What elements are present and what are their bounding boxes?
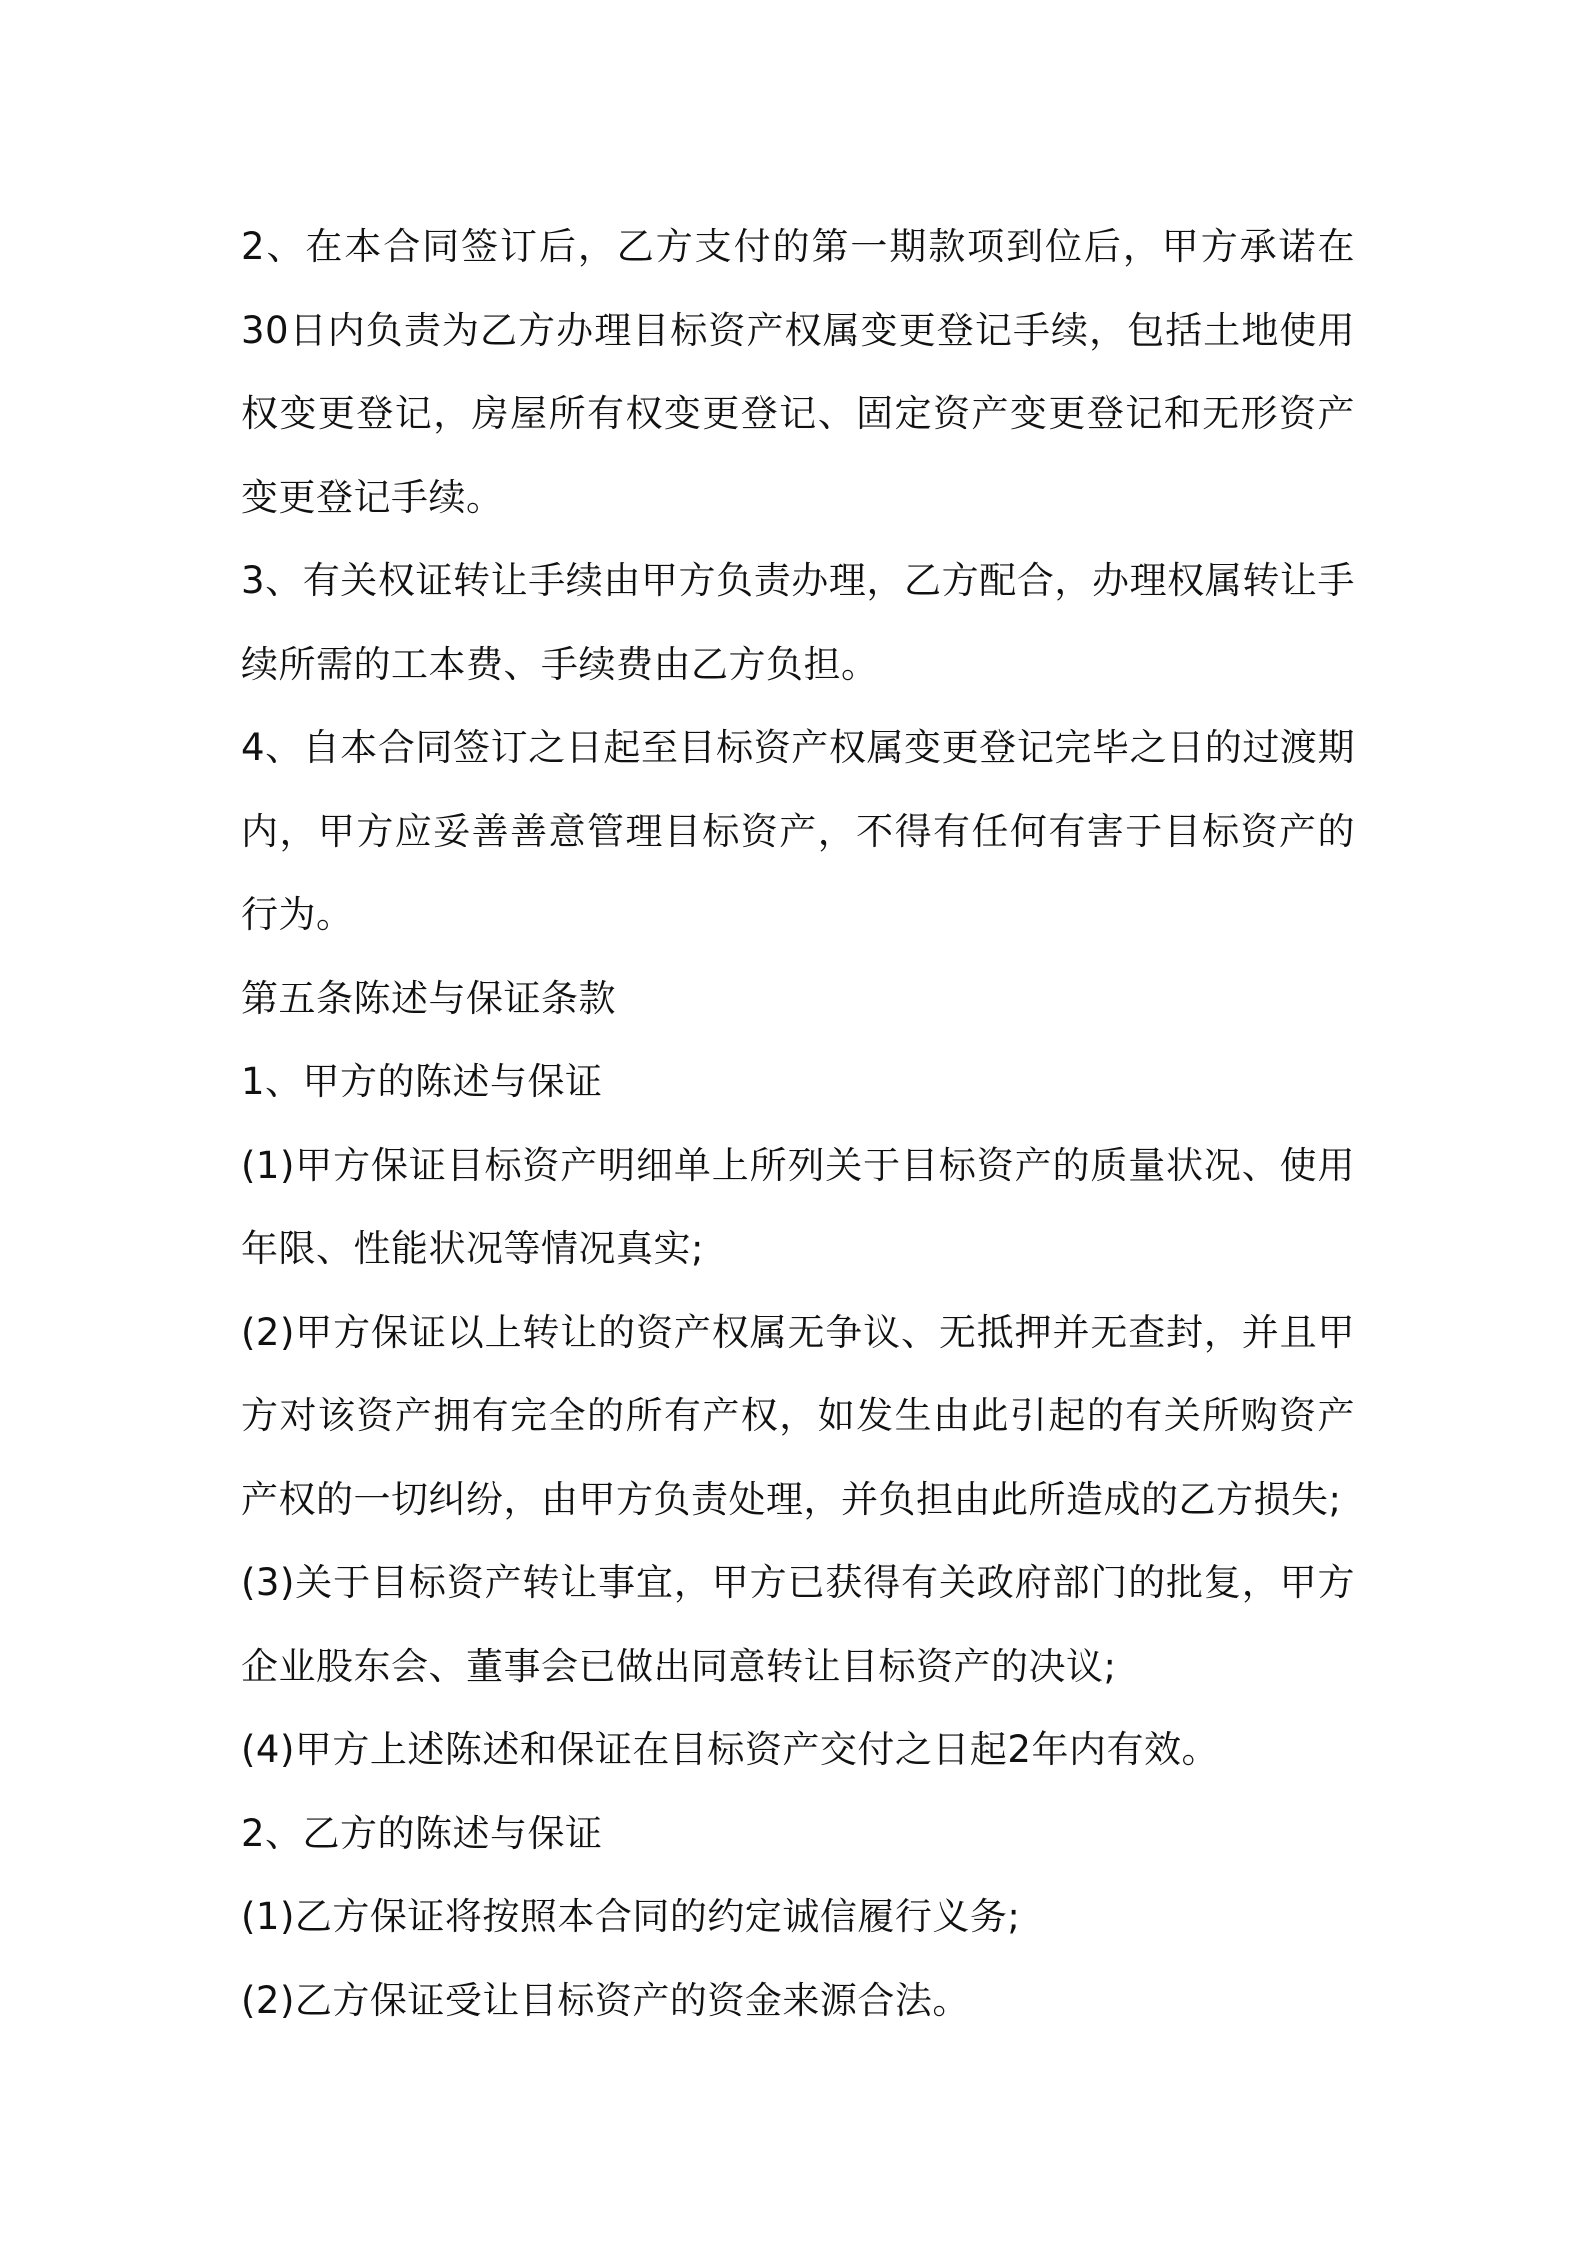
paragraph-party-b-item-1: (1)乙方保证将按照本合同的约定诚信履行义务; (241, 1895, 1021, 1938)
document-body (241, 205, 1355, 2042)
paragraph-party-a-item-1: (1)甲方保证目标资产明细单上所列关于目标资产的质量状况、使用年限、性能状况等情况真实; (241, 1143, 1355, 1270)
paragraph-clause-4: 4、自本合同签订之日起至目标资产权属变更登记完毕之日的过渡期内，甲方应妥善善意管理目标资产，不得有任何有害于目标资产的行为。 (241, 726, 1355, 936)
paragraph-clause-3: 3、有关权证转让手续由甲方负责办理，乙方配合，办理权属转让手续所需的工本费、手续费由乙方负担。 (241, 559, 1355, 686)
paragraph-party-a-item-3: (3)关于目标资产转让事宜，甲方已获得有关政府部门的批复，甲方企业股东会、董事会已做出同意转让目标资产的决议; (241, 1561, 1355, 1688)
paragraph-party-b-item-2: (2)乙方保证受让目标资产的资金来源合法。 (241, 1978, 970, 2022)
section-heading-article-5: 第五条陈述与保证条款 (241, 976, 616, 1020)
subheading-party-b: 2、乙方的陈述与保证 (241, 1811, 603, 1855)
paragraph-clause-2: 2、在本合同签订后，乙方支付的第一期款项到位后，甲方承诺在30日内负责为乙方办理目标资产权属变更登记手续，包括土地使用权变更登记，房屋所有权变更登记、固定资产变更登记和无形资产变更登记手续。 (241, 225, 1355, 519)
paragraph-party-a-item-2: (2)甲方保证以上转让的资产权属无争议、无抵押并无查封，并且甲方对该资产拥有完全的所有产权，如发生由此引起的有关所购资产产权的一切纠纷，由甲方负责处理，并负担由此所造成的乙方损失; (241, 1310, 1355, 1521)
paragraph-party-a-item-4: (4)甲方上述陈述和保证在目标资产交付之日起2年内有效。 (241, 1728, 1219, 1771)
subheading-party-a: 1、甲方的陈述与保证 (241, 1060, 603, 1103)
